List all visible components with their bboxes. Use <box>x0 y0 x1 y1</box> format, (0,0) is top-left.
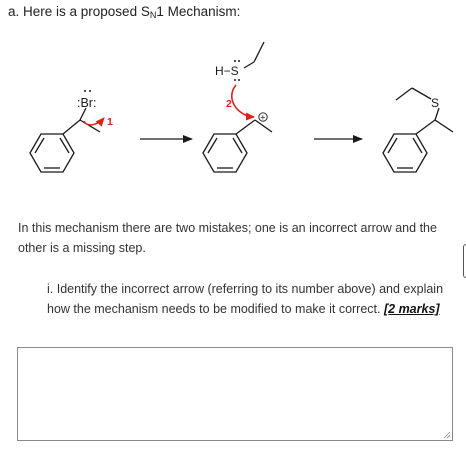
answer-textarea[interactable] <box>18 348 452 440</box>
reactant-methyl-bond <box>80 120 100 132</box>
heading-suffix: 1 Mechanism: <box>156 4 241 19</box>
carbocation-molecule <box>203 120 272 172</box>
heading-subscript: N <box>149 10 157 20</box>
mechanism-diagram <box>0 28 466 188</box>
product-benzene-ring <box>383 134 427 172</box>
carbocation-benzene-ring <box>203 134 247 172</box>
reactant-benzene-ring <box>30 134 74 172</box>
thiol-ethyl-chain <box>244 42 264 68</box>
nucleophile-label: H−S <box>215 64 239 78</box>
intro-text: In this mechanism there are two mistakes; one is an incorrect arrow and the other is a missing step. <box>18 221 437 255</box>
bromine-label: :Br: <box>77 96 97 110</box>
bromine-lone-pair-dot <box>89 90 91 92</box>
subquestion-text: i. Identify the incorrect arrow (referring to its number above) and explain how the mechanism needs to be modified to make it correct. <box>47 282 444 316</box>
heading-prefix: a. Here is a proposed S <box>8 4 150 19</box>
reactant-ring-link <box>63 120 80 134</box>
reactant-molecule <box>30 108 100 172</box>
arrow-number-2: 2 <box>226 98 232 110</box>
bromine-lone-pair-dot <box>84 90 86 92</box>
question-heading <box>8 4 240 20</box>
product-molecule <box>383 88 453 172</box>
marks-label: [2 marks] <box>383 302 440 316</box>
answer-box <box>17 347 453 441</box>
positive-charge-symbol: + <box>260 112 266 123</box>
subquestion <box>47 279 455 319</box>
arrow-number-1: 1 <box>107 116 113 128</box>
curly-arrow-2 <box>232 85 254 117</box>
curly-arrow-1 <box>84 118 104 125</box>
product-sulfur-label: S <box>431 96 440 110</box>
